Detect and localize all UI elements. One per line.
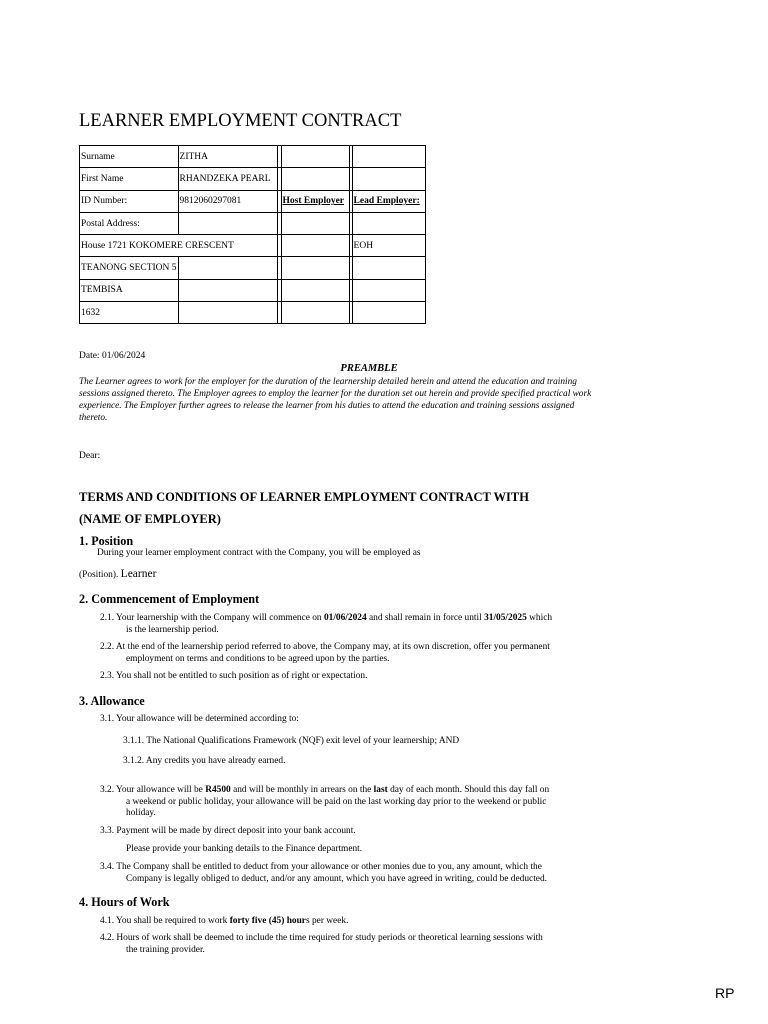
clause-2-2-text-b: employment on terms and conditions to be agreed upon by the parties. [126, 653, 390, 664]
info-host-employer [281, 257, 349, 279]
section-commencement-heading: 2. Commencement of Employment [79, 592, 260, 606]
info-host-employer [281, 235, 349, 257]
clause-3-2-text-a: 3.2. Your allowance will be [100, 785, 203, 795]
info-host-employer [281, 279, 349, 301]
terms-heading [79, 486, 529, 530]
info-row [80, 190, 426, 212]
info-lead-employer [352, 279, 425, 301]
clause-4-1 [100, 916, 348, 926]
position-text: During your learner employment contract with the Company, you will be employed as [97, 548, 421, 558]
allowance-amount: R4500 [205, 785, 231, 795]
section-allowance-heading: 3. Allowance [79, 694, 145, 708]
weekly-hours: forty five (45) hour [229, 916, 306, 926]
clause-2-2 [100, 642, 620, 665]
info-label: 1632 [80, 302, 179, 324]
info-host-employer [281, 168, 349, 190]
footer-initials: RP [715, 985, 735, 1001]
clause-2-1-text-a: 2.1. Your learnership with the Company will commence on [100, 613, 322, 623]
info-lead-employer [352, 168, 425, 190]
info-lead-employer: Lead Employer: [352, 190, 425, 212]
clause-3-4-text-b: Company is legally obliged to deduct, and/or any amount, which you have agreed in writing, could be deducted. [126, 873, 547, 884]
end-date: 31/05/2025 [484, 613, 527, 623]
start-date: 01/06/2024 [323, 613, 367, 623]
info-lead-employer [352, 302, 425, 324]
clause-3-2-text-b: and will be monthly in arrears on the [233, 785, 372, 795]
document-title: LEARNER EMPLOYMENT CONTRACT [79, 111, 402, 131]
allowance-last: last [373, 785, 388, 795]
info-value [178, 279, 277, 301]
info-value [178, 257, 277, 279]
position-label: (Position). [79, 570, 119, 580]
info-value: 9812060297081 [178, 190, 277, 212]
clause-2-1-text-b: and shall remain in force until [369, 613, 482, 623]
info-row [80, 257, 426, 279]
clause-4-2-text-b: the training provider. [126, 944, 205, 955]
clause-3-2 [100, 785, 620, 820]
clause-2-1-text-d: is the learnership period. [126, 624, 219, 635]
clause-3-3-note: Please provide your banking details to the Finance department. [126, 844, 363, 854]
clause-2-3: 2.3. You shall not be entitled to such position as of right or expectation. [100, 671, 368, 681]
clause-3-2-text-e: holiday. [126, 808, 156, 818]
terms-heading-line-2: (NAME OF EMPLOYER) [79, 512, 221, 526]
preamble-heading: PREAMBLE [340, 363, 398, 374]
info-label: TEANONG SECTION 5 [80, 257, 179, 279]
clause-4-2-text-a: 4.2. Hours of work shall be deemed to include the time required for study periods or theoretical learning sessions with [100, 933, 543, 943]
info-row [80, 279, 426, 301]
clause-2-1-text-c: which [529, 613, 553, 623]
section-hours-heading: 4. Hours of Work [79, 895, 170, 909]
info-lead-employer [352, 212, 425, 234]
info-label: Surname [80, 146, 179, 168]
clause-3-1-2: 3.1.2. Any credits you have already earned. [123, 756, 286, 766]
info-host-employer [281, 146, 349, 168]
preamble-text: The Learner agrees to work for the employer for the duration of the learnership detailed herein and attend the education and training sessions assigned thereto. The Employer agrees to employ the learner for the duration set out herein and provide specified practical work experience. The Employer further agrees to release the learner from his duties to attend the education and training sessions assigned thereto. [79, 377, 592, 423]
info-lead-employer: EOH [352, 235, 425, 257]
info-label: TEMBISA [80, 279, 179, 301]
info-row [80, 235, 426, 257]
info-value [178, 302, 277, 324]
info-row [80, 146, 426, 168]
clause-3-2-text-c: day of each month. Should this day fall on [390, 785, 550, 795]
clause-2-2-text-a: 2.2. At the end of the learnership period referred to above, the Company may, at its own discretion, offer you permanent [100, 642, 550, 652]
clause-3-3: 3.3. Payment will be made by direct deposit into your bank account. [100, 826, 356, 836]
info-value [178, 212, 277, 234]
contract-date: Date: 01/06/2024 [79, 351, 146, 361]
info-host-employer [281, 212, 349, 234]
clause-2-1 [100, 613, 620, 636]
info-label: ID Number: [80, 190, 179, 212]
info-row [80, 302, 426, 324]
section-position-heading: 1. Position [79, 534, 134, 548]
clause-3-1-1: 3.1.1. The National Qualifications Framework (NQF) exit level of your learnership; AND [123, 736, 460, 746]
salutation: Dear: [79, 451, 101, 461]
info-lead-employer [352, 257, 425, 279]
info-label: Postal Address: [80, 212, 179, 234]
clause-4-2 [100, 933, 620, 956]
info-lead-employer [352, 146, 425, 168]
clause-3-4-text-a: 3.4. The Company shall be entitled to deduct from your allowance or other monies due to you, any amount, which the [100, 862, 542, 872]
info-label: First Name [80, 168, 179, 190]
clause-3-1: 3.1. Your allowance will be determined according to: [100, 714, 299, 724]
clause-3-4 [100, 862, 620, 885]
info-row [80, 168, 426, 190]
info-host-employer [281, 302, 349, 324]
info-label: House 1721 KOKOMERE CRESCENT [80, 235, 278, 257]
info-value: RHANDZEKA PEARL [178, 168, 277, 190]
clause-3-2-text-d: a weekend or public holiday, your allowance will be paid on the last working day prior to the weekend or public [126, 796, 547, 807]
position-line [79, 568, 156, 580]
terms-heading-line-1: TERMS AND CONDITIONS OF LEARNER EMPLOYMENT CONTRACT WITH [79, 490, 529, 504]
clause-4-1-text-a: 4.1. You shall be required to work [100, 916, 228, 926]
clause-4-1-text-b: s per week. [305, 916, 349, 926]
info-host-employer: Host Employer [281, 190, 349, 212]
info-row [80, 212, 426, 234]
learner-info-table [79, 145, 426, 324]
info-value: ZITHA [178, 146, 277, 168]
position-value: Learner [120, 568, 157, 580]
